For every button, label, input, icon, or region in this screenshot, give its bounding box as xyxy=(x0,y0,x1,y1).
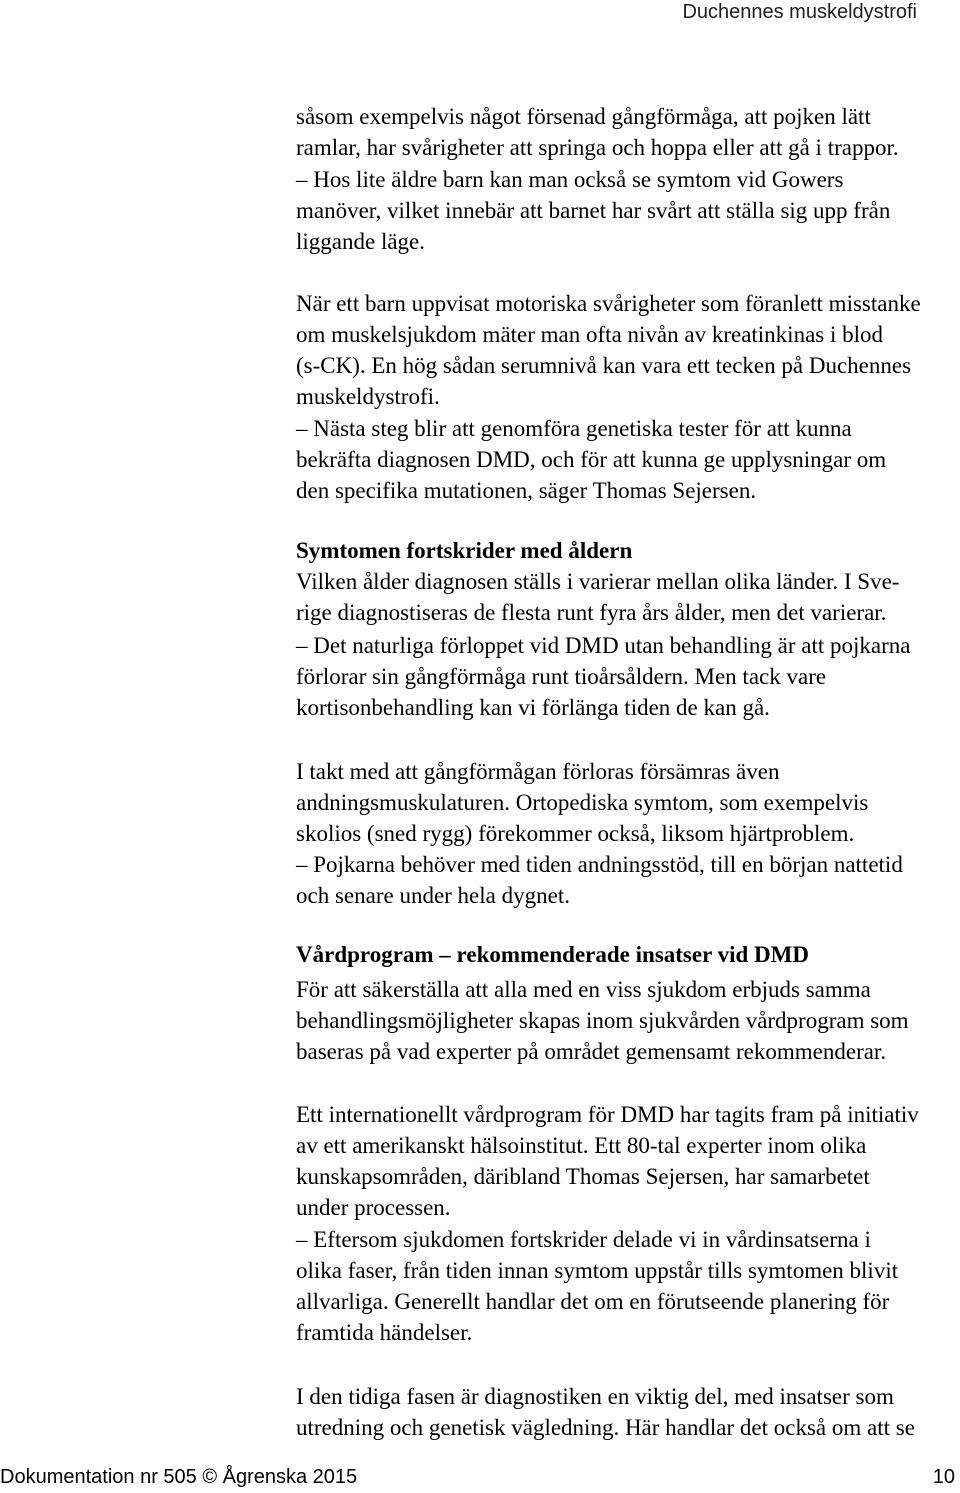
body-line: behandlingsmöjligheter skapas inom sjukvården vårdprogram som xyxy=(296,1008,909,1033)
paragraph xyxy=(296,101,899,163)
paragraph xyxy=(296,756,868,849)
body-line: liggande läge. xyxy=(296,229,426,254)
body-line: kortisonbehandling kan vi förlänga tiden de kan gå. xyxy=(296,695,770,720)
body-line: Vilken ålder diagnosen ställs i varierar mellan olika länder. I Sve- xyxy=(296,569,900,594)
paragraph xyxy=(296,1381,915,1443)
body-line: rige diagnostiseras de flesta runt fyra års ålder, men det varierar. xyxy=(296,600,887,625)
body-line: kunskapsområden, däribland Thomas Sejersen, har samarbetet xyxy=(296,1164,870,1189)
body-line: – Det naturliga förloppet vid DMD utan behandling är att pojkarna xyxy=(296,633,911,658)
body-line: muskeldystrofi. xyxy=(296,384,440,409)
running-title: Duchennes muskeldystrofi xyxy=(682,1,917,23)
body-line: allvarliga. Generellt handlar det om en förutseende planering för xyxy=(296,1289,890,1314)
paragraph xyxy=(296,164,890,257)
body-line: (s-CK). En hög sådan serumnivå kan vara ett tecken på Duchennes xyxy=(296,353,912,378)
paragraph xyxy=(296,413,886,506)
body-line: andningsmuskulaturen. Ortopediska symtom, som exempelvis xyxy=(296,790,869,815)
body-line: såsom exempelvis något försenad gångförmåga, att pojken lätt xyxy=(296,104,871,129)
body-line: manöver, vilket innebär att barnet har svårt att ställa sig upp från xyxy=(296,198,891,223)
body-line: under processen. xyxy=(296,1195,451,1220)
section-heading-symptoms: Symtomen fortskrider med åldern xyxy=(296,538,633,563)
section-heading-care-program: Vårdprogram – rekommenderade insatser vid DMD xyxy=(296,942,809,967)
body-line: – Eftersom sjukdomen fortskrider delade vi in vårdinsatserna i xyxy=(296,1227,871,1252)
body-line: framtida händelser. xyxy=(296,1320,473,1345)
body-line: – Hos lite äldre barn kan man också se symtom vid Gowers xyxy=(296,167,844,192)
body-line: förlorar sin gångförmåga runt tioårsåldern. Men tack vare xyxy=(296,664,827,689)
paragraph xyxy=(296,566,899,628)
body-line: olika faser, från tiden innan symtom uppstår tills symtomen blivit xyxy=(296,1258,899,1283)
body-line: om muskelsjukdom mäter man ofta nivån av kreatinkinas i blod xyxy=(296,322,884,347)
body-line: av ett amerikanskt hälsoinstitut. Ett 80-tal experter inom olika xyxy=(296,1133,867,1158)
body-line: baseras på vad experter på området gemensamt rekommenderar. xyxy=(296,1039,887,1064)
body-line: ramlar, har svårigheter att springa och hoppa eller att gå i trappor. xyxy=(296,135,899,160)
body-line: I takt med att gångförmågan förloras försämras även xyxy=(296,759,780,784)
paragraph xyxy=(296,1224,898,1348)
paragraph xyxy=(296,849,903,911)
body-line: den specifika mutationen, säger Thomas Sejersen. xyxy=(296,478,757,503)
body-line: och senare under hela dygnet. xyxy=(296,883,570,908)
paragraph xyxy=(296,1099,919,1223)
body-line: För att säkerställa att alla med en viss sjukdom erbjuds samma xyxy=(296,977,871,1002)
body-line: bekräfta diagnosen DMD, och för att kunna ge upplysningar om xyxy=(296,447,887,472)
body-line: – Nästa steg blir att genomföra genetiska tester för att kunna xyxy=(296,416,852,441)
body-line: Ett internationellt vårdprogram för DMD har tagits fram på initiativ xyxy=(296,1102,919,1127)
footer-publication: Dokumentation nr 505 © Ågrenska 2015 xyxy=(0,1466,358,1488)
body-line: utredning och genetisk vägledning. Här handlar det också om att se xyxy=(296,1415,915,1440)
body-line: När ett barn uppvisat motoriska svårigheter som föranlett misstanke xyxy=(296,291,921,316)
body-line: – Pojkarna behöver med tiden andningsstöd, till en början nattetid xyxy=(296,852,903,877)
body-line: skolios (sned rygg) förekommer också, liksom hjärtproblem. xyxy=(296,821,855,846)
paragraph xyxy=(296,288,921,412)
body-line: I den tidiga fasen är diagnostiken en viktig del, med insatser som xyxy=(296,1384,894,1409)
page-number: 10 xyxy=(932,1466,955,1488)
paragraph xyxy=(296,630,910,723)
paragraph xyxy=(296,974,909,1067)
